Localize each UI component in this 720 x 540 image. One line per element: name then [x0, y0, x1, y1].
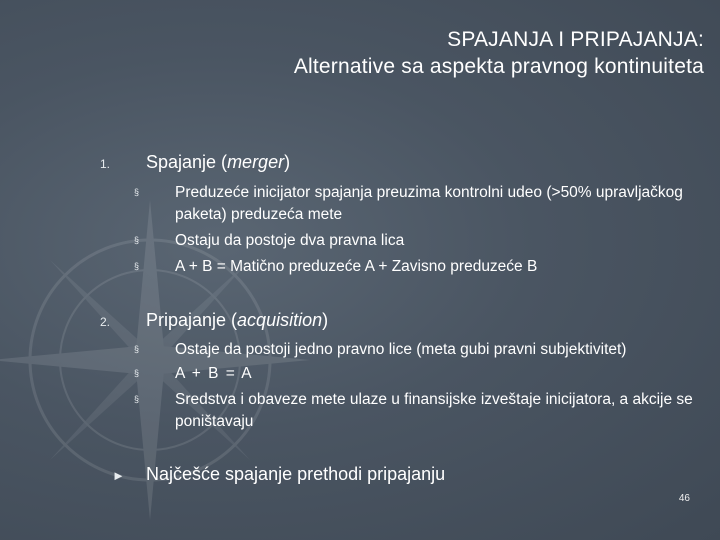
bullet-text: A + B = Matično preduzeće A + Zavisno preduzeće B	[175, 258, 538, 275]
slide-title	[294, 26, 704, 80]
item-number-1: 1.	[100, 157, 111, 171]
heading-prefix: Pripajanje (	[146, 310, 238, 330]
bullet-icon: §	[134, 344, 140, 354]
heading-italic: merger	[227, 152, 285, 172]
bullet-icon: §	[134, 394, 140, 404]
bullet-text: Ostaju da postoje dva pravna lica	[175, 232, 405, 249]
heading-prefix: Spajanje (	[146, 152, 228, 172]
title-line-2: Alternative sa aspekta pravnog kontinuiteta	[293, 55, 704, 78]
heading-suffix: )	[322, 310, 329, 330]
heading-suffix: )	[284, 152, 291, 172]
arrow-bullet-icon: ►	[112, 468, 125, 483]
title-line-1: SPAJANJA I PRIPAJANJA:	[447, 28, 704, 51]
bullet-text: A + B = A	[175, 365, 252, 382]
bullet-icon: §	[134, 187, 140, 197]
item-heading-merger	[146, 152, 290, 173]
bullet-text: Sredstva i obaveze mete ulaze u finansijske izveštaje inicijatora, a akcije se poništavaju	[175, 391, 693, 430]
item-number-2: 2.	[100, 315, 111, 329]
bullet-icon: §	[134, 368, 140, 378]
bullet-icon: §	[134, 235, 140, 245]
bullet-text: Preduzeće inicijator spajanja preuzima kontrolni udeo (>50% upravljačkog paketa) preduzeća mete	[175, 184, 683, 223]
heading-italic: acquisition	[237, 310, 323, 330]
bullet-icon: §	[134, 261, 140, 271]
page-number: 46	[678, 493, 690, 504]
note-text: Najčešće spajanje prethodi pripajanju	[146, 464, 446, 484]
bullet-text: Ostaje da postoji jedno pravno lice (meta gubi pravni subjektivitet)	[175, 341, 627, 358]
item-heading-acquisition	[146, 310, 328, 331]
